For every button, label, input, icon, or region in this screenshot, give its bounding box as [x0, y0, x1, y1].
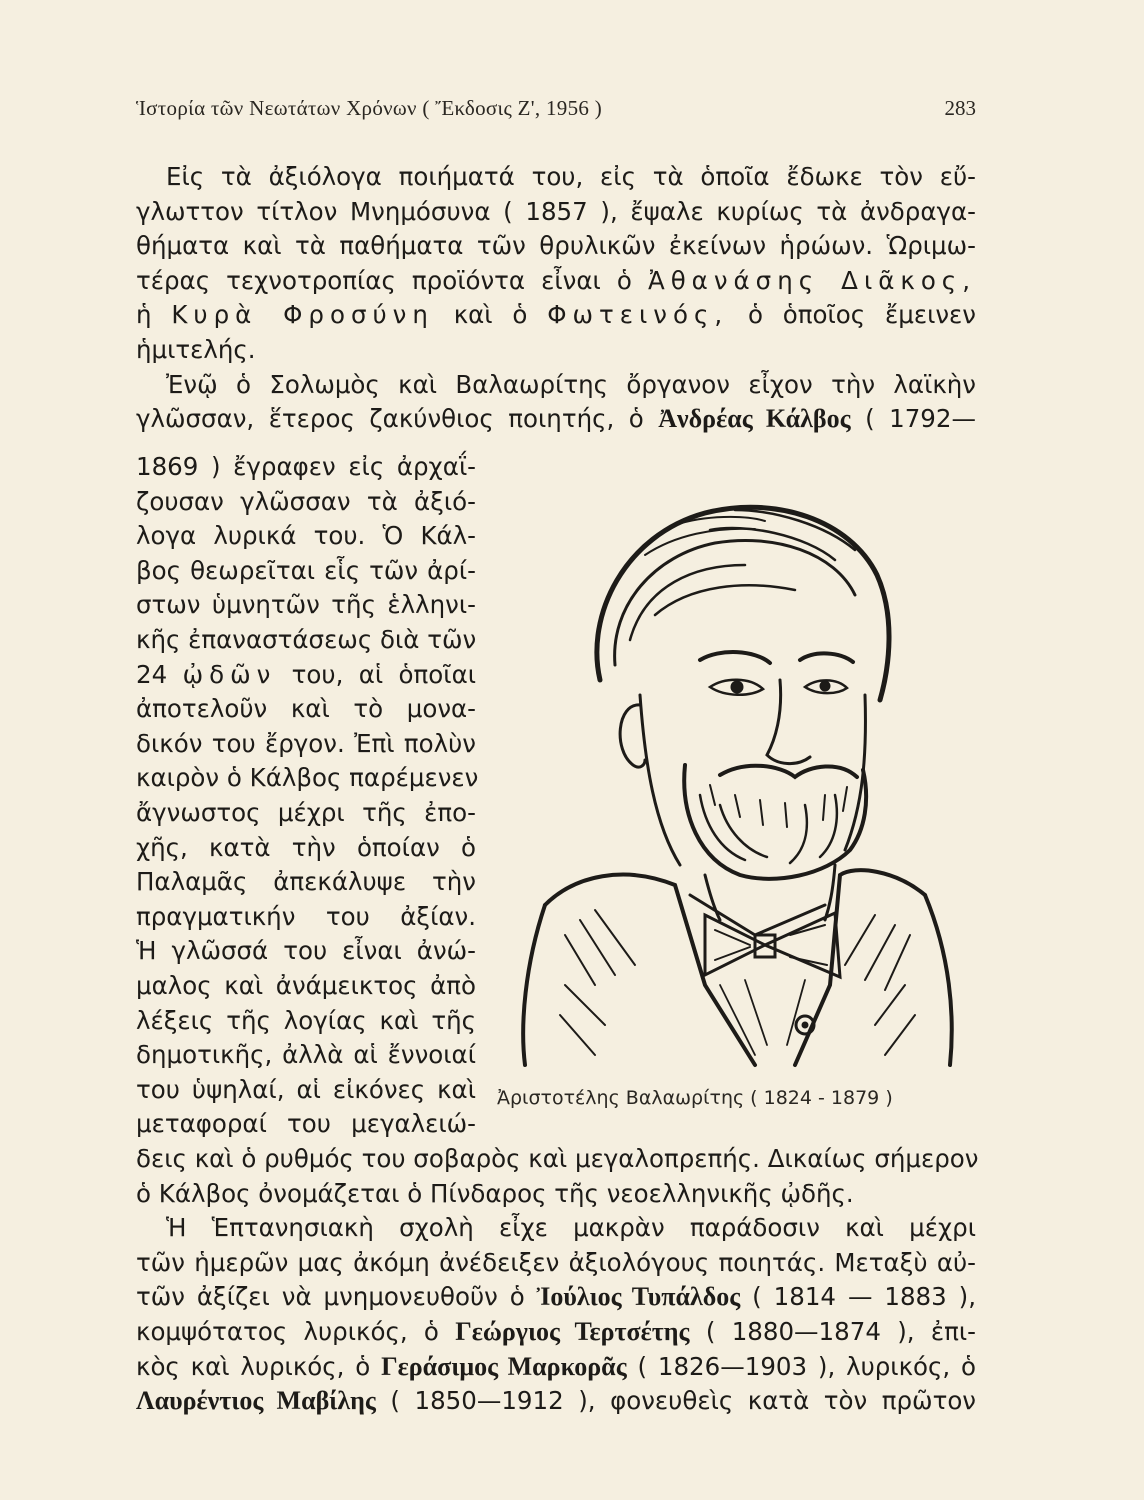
text-line	[136, 402, 976, 437]
text-line	[136, 264, 976, 299]
text-run: καὶ ὁ	[433, 300, 548, 330]
text-run: ἡ	[136, 300, 172, 330]
text-block-column	[136, 450, 479, 1142]
text-line	[136, 1350, 976, 1385]
portrait-engraving-icon	[505, 465, 965, 1070]
text-line: τῶν ἡμερῶν μας ἀκόμη ἀνέδειξεν ἀξιολόγους ποιητάς. Μεταξὺ αὐ-	[136, 1247, 976, 1277]
text-line: Ἡ Ἑπτανησιακὴ σχολὴ εἶχε μακρὰν παράδοσιν καὶ μέχρι	[166, 1213, 976, 1243]
text-line	[136, 298, 976, 333]
text-line: Παλαμᾶς ἀπεκάλυψε τὴν	[136, 867, 476, 897]
poet-name: Λαυρέντιος Μαβίλης	[136, 1386, 376, 1416]
spaced-title: Κυρὰ Φροσύνη	[171, 300, 434, 330]
text-run: ( 1880—1874 ), ἐπι-	[689, 1316, 976, 1346]
text-line: γλωττον τίτλον Μνημόσυνα ( 1857 ), ἔψαλε κυρίως τὰ ἀνδραγα-	[136, 196, 976, 226]
text-block-bottom	[136, 1142, 979, 1419]
text-line	[136, 1280, 976, 1315]
text-line: κῆς ἐπαναστάσεως διὰ τῶν	[136, 624, 477, 654]
text-run: γλῶσσαν, ἕτερος ζακύνθιος ποιητής, ὁ	[136, 404, 659, 434]
page-number: 283	[944, 96, 976, 120]
text-line	[136, 658, 476, 693]
text-line: δικόν του ἔργον. Ἐπὶ πολὺν	[136, 728, 476, 758]
text-line: δεις καὶ ὁ ρυθμός του σοβαρὸς καὶ μεγαλοπρεπής. Δικαίως σήμερον	[136, 1144, 979, 1173]
text-line: Εἰς τὰ ἀξιόλογα ποιήματά του, εἰς τὰ ὁποῖα ἔδωκε τὸν εὔ-	[166, 162, 976, 191]
text-line: ἡμιτελής.	[136, 334, 256, 364]
text-line: Ἡ γλῶσσά του εἶναι ἀνώ-	[136, 936, 476, 966]
text-run: 24	[136, 659, 183, 689]
text-line: θήματα καὶ τὰ παθήματα τῶν θρυλικῶν ἐκείνων ἡρώων. Ὡριμω-	[136, 231, 976, 261]
text-run: ( 1826—1903 ), λυρικός, ὁ	[626, 1351, 976, 1381]
text-run: κομψότατος λυρικός, ὁ	[136, 1316, 456, 1346]
spaced-title: ᾠδῶν	[182, 659, 277, 689]
text-line: 1869 ) ἔγραφεν εἰς ἀρχαΐ-	[136, 452, 476, 481]
text-line	[136, 1384, 976, 1419]
text-line: μεταφοραί του μεγαλειώ-	[136, 1109, 476, 1139]
text-line: στων ὑμνητῶν τῆς ἑλληνι-	[136, 590, 476, 620]
text-line: πραγματικήν του ἀξίαν.	[136, 901, 476, 931]
text-line: Ἐνῷ ὁ Σολωμὸς καὶ Βαλαωρίτης ὄργανον εἶχον τὴν λαϊκὴν	[166, 369, 976, 399]
spaced-title: Φωτεινός,	[547, 300, 729, 330]
poet-name: Γεώργιος Τερτσέτης	[455, 1316, 690, 1346]
text-run: τέρας τεχνοτροπίας προϊόντα εἶναι ὁ	[136, 265, 648, 295]
text-run: κὸς καὶ λυρικός, ὁ	[136, 1351, 382, 1381]
poet-name: Ἰούλιος Τυπάλδος	[536, 1282, 741, 1312]
text-run: ( 1814 — 1883 ),	[740, 1282, 976, 1312]
spaced-title: Ἀθανάσης Διᾶκος,	[647, 265, 976, 295]
text-line: ζουσαν γλῶσσαν τὰ ἀξιό-	[136, 486, 476, 516]
text-run: τῶν ἀξίζει νὰ μνημονευθοῦν ὁ	[136, 1282, 537, 1312]
text-line: ὁ Κάλβος ὀνομάζεται ὁ Πίνδαρος τῆς νεοελληνικῆς ᾠδῆς.	[136, 1178, 854, 1208]
text-line: λογα λυρικά του. Ὁ Κάλ-	[136, 521, 476, 551]
poet-name: Ἀνδρέας Κάλβος	[658, 404, 851, 434]
text-line: δημοτικῆς, ἀλλὰ αἱ ἔννοιαί	[136, 1040, 476, 1070]
text-line: λέξεις τῆς λογίας καὶ τῆς	[136, 1005, 476, 1035]
text-line: του ὑψηλαί, αἱ εἰκόνες καὶ	[136, 1074, 476, 1104]
text-line: μαλος καὶ ἀνάμεικτος ἀπὸ	[136, 970, 476, 1000]
text-line	[136, 1315, 976, 1350]
text-line: καιρὸν ὁ Κάλβος παρέμενεν	[136, 763, 479, 793]
figure-caption: Ἀριστοτέλης Βαλαωρίτης ( 1824 - 1879 )	[497, 1087, 893, 1109]
running-header	[136, 96, 976, 132]
text-block-top	[136, 160, 976, 437]
poet-name: Γεράσιμος Μαρκορᾶς	[381, 1351, 627, 1381]
text-run: ( 1792—	[850, 404, 976, 434]
text-line: ἄγνωστος μέχρι τῆς ἐπο-	[136, 797, 476, 827]
running-title: Ἱστορία τῶν Νεωτάτων Χρόνων ( Ἔκδοσις Ζ', 1956 )	[136, 96, 603, 120]
text-run: του, αἱ ὁποῖαι	[276, 659, 477, 689]
text-run: ( 1850—1912 ), φονευθεὶς κατὰ τὸν πρῶτον	[375, 1386, 976, 1416]
text-line: ἀποτελοῦν καὶ τὸ μονα-	[136, 694, 476, 724]
text-line: χῆς, κατὰ τὴν ὁποίαν ὁ	[136, 832, 476, 862]
text-line: βος θεωρεῖται εἷς τῶν ἀρί-	[136, 555, 476, 585]
text-run: ὁ ὁποῖος ἔμεινεν	[728, 300, 976, 330]
